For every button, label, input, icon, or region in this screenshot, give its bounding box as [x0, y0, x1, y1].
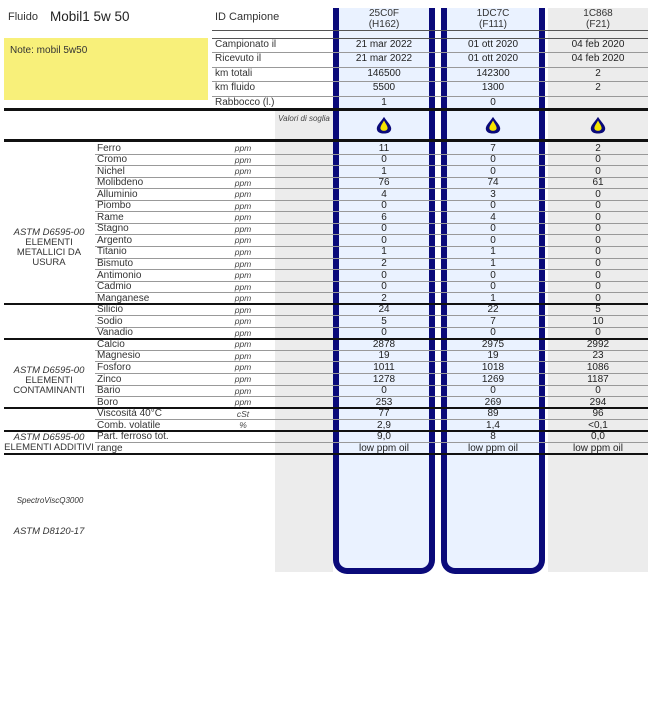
- oil-drop-icon: [589, 116, 607, 134]
- row-unit: ppm: [234, 154, 252, 165]
- sample-info-value: 146500: [367, 67, 401, 79]
- row-unit: ppm: [234, 212, 252, 223]
- sample-value: 0: [595, 211, 601, 223]
- row-label: Fosforo: [97, 361, 131, 373]
- row-label: Calcio: [97, 338, 125, 350]
- sample-value: 77: [378, 408, 390, 420]
- group-label: [4, 228, 94, 268]
- sample-value: 1278: [372, 373, 396, 385]
- sample-value: 1018: [481, 361, 505, 373]
- row-label: Cromo: [97, 154, 128, 166]
- fluid-name: Mobil1 5w 50: [50, 9, 130, 24]
- row-label: Piombo: [97, 200, 131, 212]
- sample-info-value: 142300: [476, 67, 510, 79]
- threshold-label: Valori di soglia: [278, 114, 330, 123]
- row-label: Boro: [97, 396, 119, 408]
- sample-value: 0: [595, 246, 601, 258]
- sample-value: <0,1: [588, 419, 608, 431]
- sample-value: 0: [490, 234, 496, 246]
- row-label: Silicio: [97, 304, 124, 316]
- info-label: km totali: [215, 67, 253, 79]
- group-standard: ASTM D8120-17: [13, 526, 85, 537]
- sample-value: 1011: [373, 361, 395, 373]
- sample-value: 1: [381, 246, 387, 258]
- row-unit: cSt: [236, 408, 250, 419]
- sample-info-value: 5500: [372, 82, 396, 94]
- sample-value: 253: [375, 396, 393, 408]
- row-unit: ppm: [234, 235, 252, 246]
- section-divider: [4, 139, 648, 142]
- sample-info-value: 04 feb 2020: [571, 39, 625, 50]
- row-unit: ppm: [234, 339, 252, 350]
- row-label: Sodio: [97, 315, 123, 327]
- sample-value: 0: [595, 292, 601, 304]
- sample-value: 269: [484, 396, 502, 408]
- row-label: Nichel: [97, 165, 125, 177]
- sample-value: 2975: [481, 338, 505, 350]
- row-unit: ppm: [234, 246, 252, 257]
- note-text: Note: mobil 5w50: [10, 45, 88, 56]
- sample-value: 1187: [587, 373, 609, 385]
- group-label: [4, 497, 96, 505]
- row-unit: ppm: [234, 200, 252, 211]
- row-divider: [212, 96, 648, 97]
- info-label: Campionato il: [215, 39, 277, 50]
- row-unit: ppm: [234, 350, 252, 361]
- sample-info-value: 2: [595, 82, 601, 94]
- sample-value: 0: [595, 385, 601, 397]
- sample-value: 1269: [481, 373, 505, 385]
- sample-info-value: 21 mar 2022: [355, 53, 413, 65]
- sample-value: 2992: [586, 338, 610, 350]
- group-label: [4, 366, 94, 396]
- sample-value: 76: [378, 177, 390, 189]
- sample-id: 1DC7C: [476, 8, 510, 19]
- oil-drop-icon: [375, 116, 393, 134]
- row-label: Bismuto: [97, 258, 134, 269]
- row-unit: ppm: [234, 177, 252, 188]
- group-standard: ASTM D6595-00: [13, 432, 85, 443]
- sample-id-header: [339, 9, 429, 30]
- sample-value: 22: [487, 304, 499, 316]
- sample-value: 2878: [372, 338, 396, 350]
- sample-value: 0: [490, 327, 496, 339]
- sample-info-value: 2: [595, 67, 601, 79]
- row-unit: ppm: [234, 270, 252, 281]
- sample-value: 294: [589, 396, 607, 408]
- sample-id: 1C868: [583, 8, 613, 19]
- sample-value: 6: [381, 211, 387, 223]
- row-label: Manganese: [97, 292, 150, 304]
- row-unit: ppm: [234, 189, 252, 200]
- sample-value: low ppm oil: [358, 442, 410, 454]
- group-name: ELEMENTI METALLICI DA USURA: [16, 236, 82, 268]
- sample-value: 89: [487, 408, 499, 420]
- sample-value: low ppm oil: [467, 442, 519, 454]
- info-label: Rabbocco (l.): [215, 96, 275, 108]
- sample-id-header: [447, 9, 539, 30]
- sample-value: 9,0: [377, 431, 391, 443]
- sample-value: 2: [595, 142, 601, 154]
- sample-value: 0: [595, 327, 601, 339]
- row-label: Comb. volatile: [97, 419, 161, 431]
- row-label: Magnesio: [97, 350, 141, 362]
- sample-value: low ppm oil: [572, 442, 624, 454]
- threshold-column: [275, 110, 333, 572]
- group-name: ELEMENTI ADDITIVI: [4, 441, 94, 453]
- sample-value: 0: [595, 258, 601, 269]
- sample-info-value: 01 ott 2020: [467, 53, 519, 65]
- row-label: Vanadio: [97, 327, 133, 339]
- sample-value: 1: [490, 258, 496, 269]
- sample-info-value: 0: [490, 96, 496, 108]
- row-unit: ppm: [234, 258, 252, 269]
- row-label: Antimonio: [97, 269, 142, 281]
- sample-value: 0: [490, 154, 496, 166]
- row-label: Alluminio: [97, 188, 138, 200]
- sample-value: 4: [381, 188, 387, 200]
- group-name: ELEMENTI CONTAMINANTI: [13, 374, 85, 396]
- group-standard: SpectroViscQ3000: [16, 496, 84, 505]
- sample-value: 0: [595, 200, 601, 212]
- sample-value: 0: [381, 234, 387, 246]
- row-label: Ferro: [97, 142, 121, 154]
- row-label: Zinco: [97, 373, 122, 385]
- sample-value: 0: [595, 281, 601, 293]
- sample-info-value: 21 mar 2022: [355, 39, 413, 50]
- row-unit: ppm: [234, 223, 252, 234]
- sample-info-value: 1: [381, 96, 387, 108]
- sample-value: 0: [490, 200, 496, 212]
- sample-value: 2: [381, 292, 387, 304]
- row-unit: ppm: [234, 143, 252, 153]
- row-divider: [212, 67, 648, 68]
- sample-value: 11: [378, 142, 390, 154]
- fluid-label: Fluido: [8, 11, 38, 23]
- sample-value: 19: [487, 350, 499, 362]
- info-label: km fluido: [215, 82, 256, 94]
- sample-value: 10: [592, 315, 604, 327]
- row-unit: ppm: [234, 374, 252, 384]
- row-label: Stagno: [97, 223, 129, 235]
- row-divider: [212, 81, 648, 82]
- sample-value: 0: [595, 165, 601, 177]
- group-label: [4, 433, 94, 453]
- row-unit: ppm: [234, 362, 252, 373]
- group-standard: ASTM D6595-00: [13, 227, 85, 238]
- row-divider: [212, 30, 648, 31]
- sample-value: 5: [381, 315, 387, 327]
- sample-value: 0: [381, 281, 387, 293]
- section-divider: [4, 108, 648, 111]
- sample-value: 7: [490, 315, 496, 327]
- row-label: Viscosità 40°C: [97, 408, 162, 420]
- row-unit: ppm: [234, 385, 252, 396]
- sample-id: 25C0F: [368, 8, 399, 19]
- sample-value: 1086: [586, 361, 610, 373]
- row-label: Molibdeno: [97, 177, 144, 189]
- sample-code: (F21): [586, 18, 610, 30]
- row-label: Cadmio: [97, 281, 132, 293]
- sample-value: 1: [490, 292, 496, 304]
- row-unit: ppm: [234, 281, 252, 292]
- row-unit: %: [239, 420, 247, 431]
- info-label: Ricevuto il: [215, 53, 262, 65]
- row-unit: ppm: [234, 397, 252, 408]
- group-standard: ASTM D6595-00: [13, 365, 85, 376]
- sample-id-header: [548, 9, 648, 30]
- row-unit: ppm: [234, 327, 252, 338]
- row-label: range: [97, 442, 123, 454]
- sample-value: 0: [490, 269, 496, 281]
- sample-value: 2,9: [377, 419, 391, 431]
- sample-value: 0: [490, 165, 496, 177]
- sample-info-value: 04 feb 2020: [571, 53, 625, 65]
- sample-code: (H162): [368, 18, 400, 30]
- sample-value: 0,0: [591, 431, 605, 443]
- row-label: Titanio: [97, 246, 127, 258]
- row-unit: ppm: [234, 166, 252, 177]
- sample-value: 0: [595, 269, 601, 281]
- sample-value: 0: [381, 200, 387, 212]
- row-label: Argento: [97, 234, 133, 246]
- sample-value: 0: [490, 223, 496, 235]
- sample-code: (F111): [479, 18, 507, 30]
- sample-value: 0: [381, 154, 387, 166]
- sample-info-value: 1300: [481, 82, 505, 94]
- sample-value: 0: [381, 385, 387, 397]
- sample-value: 0: [595, 234, 601, 246]
- sample-value: 5: [595, 304, 601, 316]
- sample-id-label: ID Campione: [215, 11, 280, 23]
- sample-value: 0: [595, 223, 601, 235]
- row-label: Bario: [97, 385, 121, 397]
- sample-value: 19: [378, 350, 390, 362]
- sample-value: 61: [592, 177, 604, 189]
- row-label: Rame: [97, 211, 124, 223]
- row-unit: ppm: [234, 316, 252, 327]
- sample-value: 0: [595, 154, 601, 166]
- oil-drop-icon: [484, 116, 502, 134]
- sample-value: 0: [381, 269, 387, 281]
- sample-value: 4: [490, 211, 496, 223]
- sample-info-value: 01 ott 2020: [467, 39, 519, 50]
- sample-value: 0: [381, 327, 387, 339]
- sample-value: 74: [487, 177, 499, 189]
- sample-value: 0: [490, 281, 496, 293]
- sample-value: 8: [490, 431, 496, 443]
- sample-value: 96: [592, 408, 604, 420]
- sample-value: 0: [490, 385, 496, 397]
- row-unit: ppm: [234, 304, 252, 315]
- sample-value: 0: [381, 223, 387, 235]
- sample-value: 0: [595, 188, 601, 200]
- sample-value: 1: [490, 246, 496, 258]
- group-label: [4, 527, 94, 537]
- sample-value: 1,4: [486, 419, 500, 431]
- sample-value: 7: [490, 142, 496, 154]
- sample-value: 3: [490, 188, 496, 200]
- sample-value: 24: [378, 304, 390, 316]
- sample-value: 2: [381, 258, 387, 269]
- sample-value: 23: [592, 350, 604, 362]
- row-unit: ppm: [234, 293, 252, 304]
- row-label: Part. ferroso tot.: [97, 431, 169, 443]
- sample-value: 1: [381, 165, 387, 177]
